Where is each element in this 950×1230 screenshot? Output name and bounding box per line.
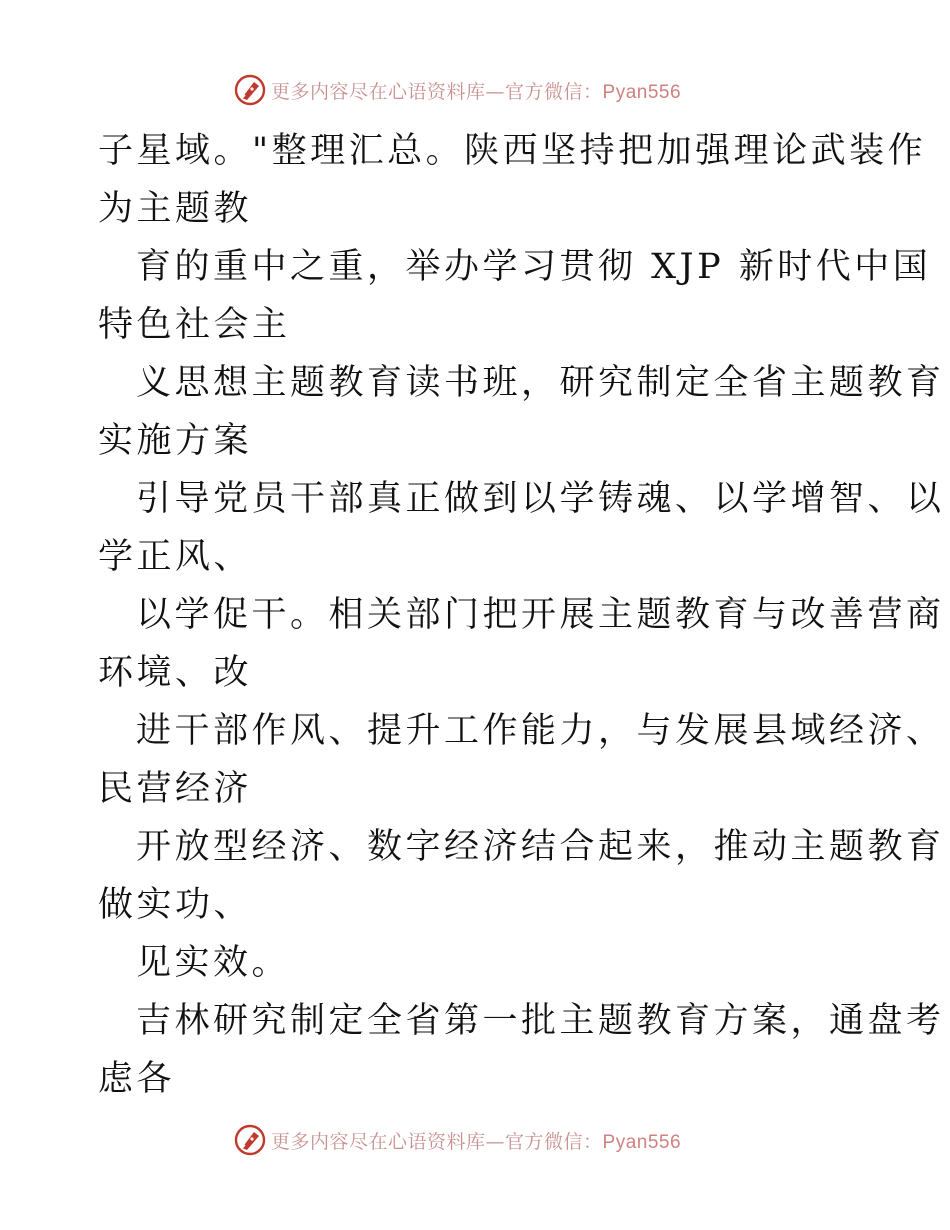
watermark-main-text: 更多内容尽在心语资料库 [271,1130,486,1153]
text-line: 引导党员干部真正做到以学铸魂、以学增智、以 [136,479,945,519]
footer-watermark [233,1122,753,1158]
text-line: 育的重中之重，举办学习贯彻 XJP 新时代中国 [136,247,932,287]
pen-nib-circle-icon [233,1123,267,1157]
text-line: 子星域。"整理汇总。陕西坚持把加强理论武装作 [98,131,927,171]
watermark-wechat-label: 官方微信： [505,80,603,103]
text-line: 学正风、 [98,537,253,577]
text-line: 进干部作风、提升工作能力，与发展县域经济、 [136,711,945,751]
text-line: 实施方案 [98,421,253,461]
header-watermark [233,72,753,108]
watermark-wechat-label: 官方微信： [505,1130,603,1153]
text-line: 做实功、 [98,885,253,925]
text-line: 吉林研究制定全省第一批主题教育方案，通盘考 [136,1001,945,1041]
watermark-wechat-id: Pyan556 [602,1131,682,1153]
watermark-main-text: 更多内容尽在心语资料库 [271,80,486,103]
pen-nib-circle-icon [233,73,267,107]
text-line: 开放型经济、数字经济结合起来，推动主题教育 [136,827,945,867]
text-line: 以学促干。相关部门把开展主题教育与改善营商 [136,595,945,635]
text-line: 环境、改 [98,653,253,693]
watermark-wechat-id: Pyan556 [602,81,682,103]
text-line: 特色社会主 [98,305,291,345]
text-line: 见实效。 [136,943,291,983]
text-line: 义思想主题教育读书班，研究制定全省主题教育 [136,363,945,403]
watermark-dash: — [485,1130,506,1153]
document-body [98,122,945,1108]
text-line: 虑各 [98,1059,176,1099]
text-line: 为主题教 [98,189,253,229]
text-line: 民营经济 [98,769,253,809]
watermark-dash: — [485,80,506,103]
